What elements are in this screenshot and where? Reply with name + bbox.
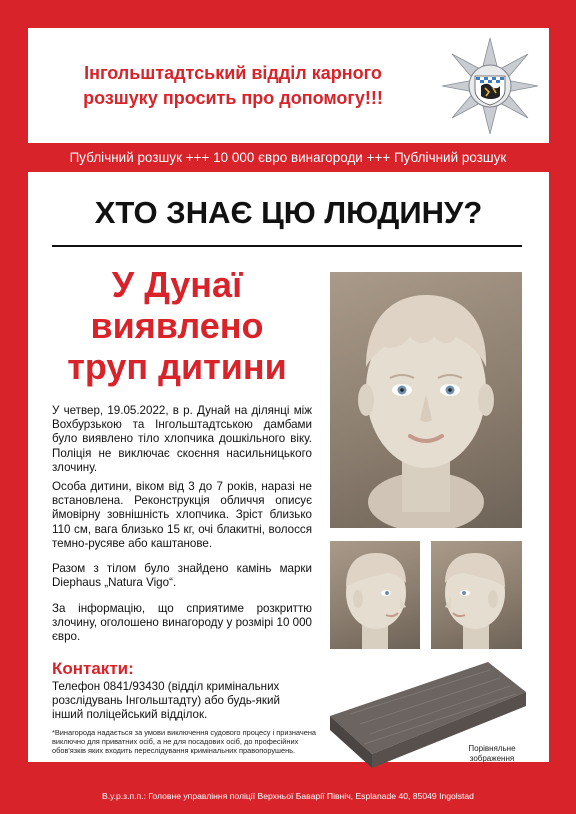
main-panel [28, 172, 549, 762]
headline: ХТО ЗНАЄ ЦЮ ЛЮДИНУ? [94, 195, 483, 230]
subhead [46, 264, 308, 387]
stone-caption [442, 744, 542, 764]
body-paragraph-3: Разом з тілом було знайдено камінь марки Diephaus „Natura Vigo“. [52, 562, 312, 590]
stone-caption-line2: зображення [469, 754, 515, 763]
header-title [48, 61, 418, 111]
subhead-line1: У Дунаї [111, 264, 243, 305]
bavarian-police-star-icon [440, 36, 540, 136]
reward-banner: Публічний розшук +++ 10 000 євро винагороди +++ Публічний розшук [69, 150, 507, 165]
headline-divider [52, 245, 522, 247]
contacts-title: Контакти: [52, 659, 134, 678]
contacts-text: Телефон 0841/93430 (відділ кримінальних розслідувань Інгольштадту) або будь-який інший поліцейський відділок. [52, 680, 280, 722]
reward-footnote: *Винагорода надається за умови виключення судового процесу і призначена виключно для приватних осіб, а не для посадових осіб, до професійних обов'язків яких входить переслідування кримінальних правопорушень. [52, 728, 317, 756]
header-title-line1: Інгольштадтський відділ карного [84, 63, 382, 83]
header-box [28, 28, 549, 143]
reconstruction-photo-right [431, 541, 522, 649]
body-paragraph-1: У четвер, 19.05.2022, в р. Дунай на ділянці між Вохбурзькою та Інгольштадтською дамбами було виявлено тіло хлопчика дошкільного віку. Поліція не виключає скоєння насильницького злочину. [52, 404, 312, 474]
subhead-line3: труп дитини [67, 346, 287, 387]
subhead-line2: виявлено [90, 305, 264, 346]
footer-imprint: В.у.р.з.п.п.: Головне управління поліції Верхньої Баварії Північ, Esplanade 40, 85049 Ingolstad [102, 791, 474, 801]
header-title-line2: розшуку просить про допомогу!!! [83, 88, 383, 108]
reconstruction-photo-front [330, 272, 522, 528]
body-paragraph-4: За інформацію, що сприятиме розкриттю злочину, оголошено винагороду у розмірі 10 000 євро. [52, 602, 312, 644]
stone-caption-line1: Порівняльне [468, 744, 516, 753]
reconstruction-photo-left [330, 541, 420, 649]
body-paragraph-2: Особа дитини, віком від 3 до 7 років, наразі не встановлена. Реконструкція обличчя описує ймовірну зовнішність хлопчика. Зріст близько 110 см, вага близько 15 кг, очі блакитні, волосся темно-русяве або каштанове. [52, 480, 312, 550]
